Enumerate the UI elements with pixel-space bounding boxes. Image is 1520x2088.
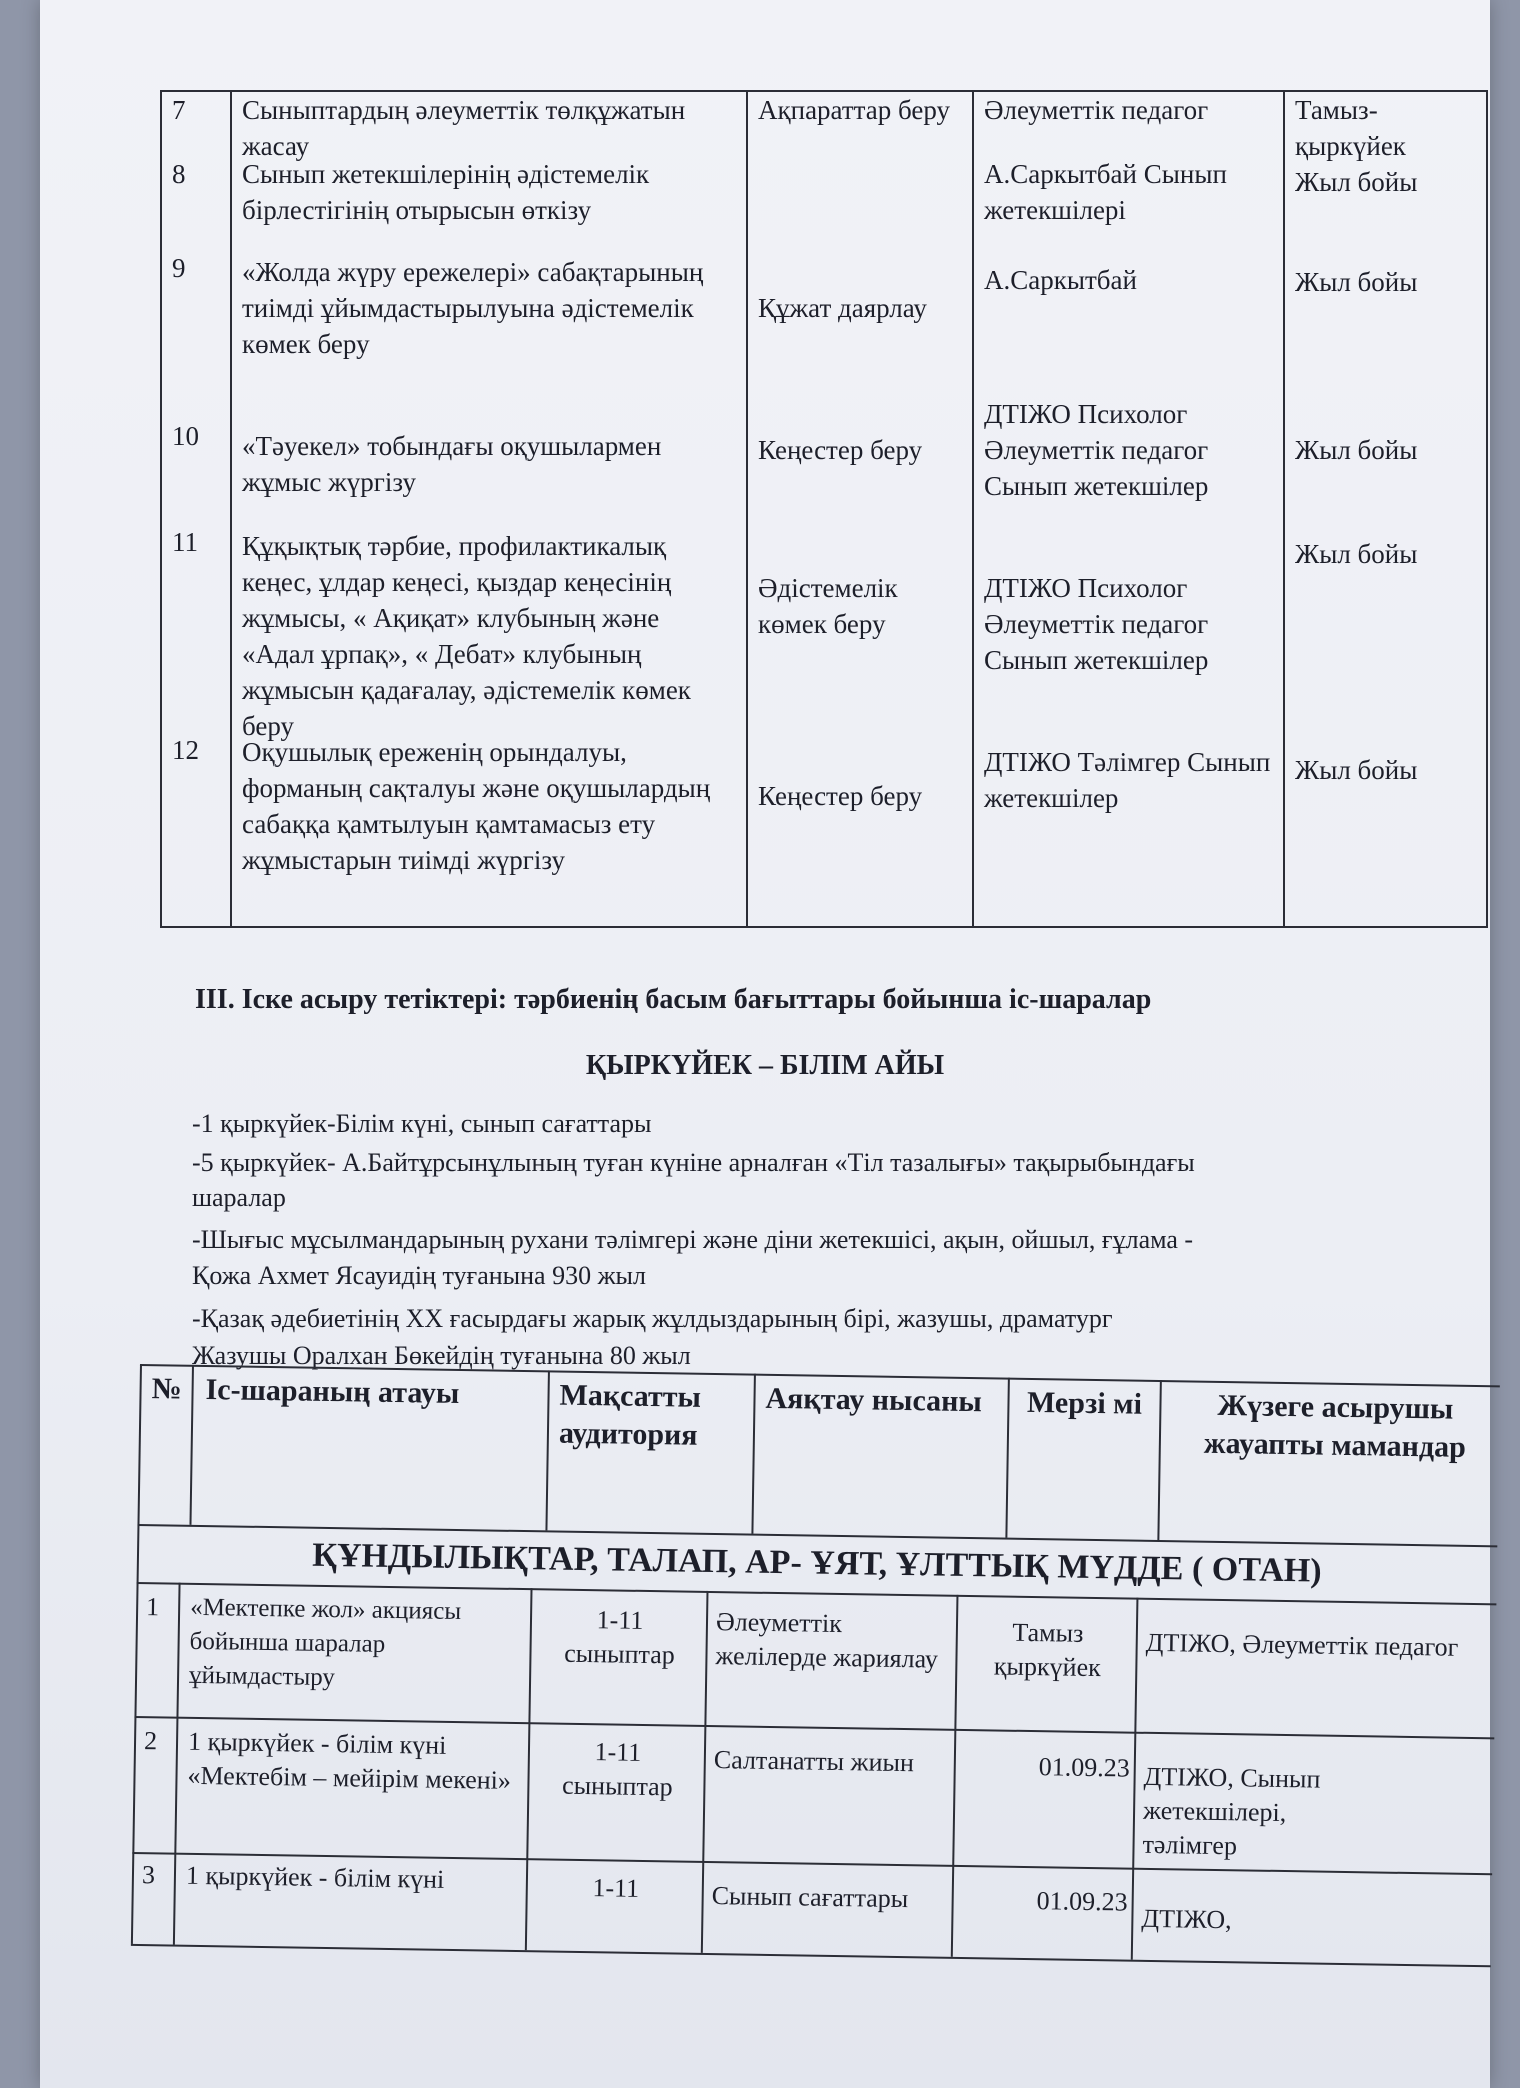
table-rule xyxy=(525,1588,533,1950)
table-rule xyxy=(751,1374,756,1534)
form-value: Ақпараттар беру xyxy=(758,95,951,125)
event-name: «Тәуекел» тобындағы оқушылармен жұмыс жүргізу xyxy=(242,431,662,497)
header-number: № xyxy=(151,1372,183,1406)
event-name: Оқушылық ереженің орындалуы, форманың сақталуы және оқушылардың сабаққа қамтылуын қамтамасыз ету жұмыстарын тиімді жүргізу xyxy=(242,737,711,875)
completion-form-value: Әлеуметтік желілерде жариялау xyxy=(715,1607,939,1674)
table-rule xyxy=(1005,1378,1010,1538)
row-number: 10 xyxy=(172,421,199,451)
term-value: Жыл бойы xyxy=(1295,167,1418,197)
document-page xyxy=(40,0,1490,2088)
column-form xyxy=(747,91,973,927)
responsible-value: ДТІЖО Тәлімгер Сынып жетекшілер xyxy=(984,747,1271,813)
event-line: -5 қыркүйек- А.Байтұрсынұлының туған күніне арналған «Тіл тазалығы» тақырыбындағы xyxy=(192,1148,1195,1177)
plan-table-continued xyxy=(160,90,1488,928)
table-rule xyxy=(131,1364,142,1944)
event-line: Қожа Ахмет Ясауидің туғанына 930 жыл xyxy=(192,1261,646,1290)
event-name: Құқықтық тәрбие, профилактикалық кеңес, ұлдар кеңесі, қыздар кеңесінің жұмысы, « Ақиқат» клубының және «Адал ұрпақ», « Дебат» клубының жұмысын қадағалау, әдістемелік көмек беру xyxy=(242,531,691,741)
column-number xyxy=(161,91,231,927)
event-line: -Қазақ әдебиетінің ХХ ғасырдағы жарық жұлдыздарының бірі, жазушы, драматург xyxy=(192,1304,1113,1333)
event-line: -1 қыркүйек-Білім күні, сынып сағаттары xyxy=(192,1109,652,1138)
event-name: «Жолда жүру ережелері» сабақтарының тиімді ұйымдастырылуына әдістемелік көмек беру xyxy=(242,257,704,359)
header-completion-form: Аяқтау нысаны xyxy=(765,1381,983,1419)
term-value: Тамыз қыркүйек xyxy=(993,1617,1101,1683)
responsible-value: ДТІЖО, xyxy=(1141,1903,1232,1935)
row-number: 9 xyxy=(172,253,186,283)
header-responsible: Жүзеге асырушы жауапты мамандар xyxy=(1203,1388,1467,1464)
event-name: 1 қыркүйек - білім күні xyxy=(185,1860,445,1894)
term-value: 01.09.23 xyxy=(1036,1886,1128,1917)
header-audience: Мақсатты аудитория xyxy=(558,1378,702,1452)
row-number: 1 xyxy=(145,1592,160,1622)
form-value: Әдістемелік көмек беру xyxy=(758,573,898,639)
table-rule xyxy=(545,1370,550,1530)
responsible-value: ДТІЖО Психолог Әлеуметтік педагог Сынып жетекшілер xyxy=(984,573,1209,675)
form-value: Құжат даярлау xyxy=(758,293,927,323)
responsible-value: ДТІЖО Психолог Әлеуметтік педагог Сынып жетекшілер xyxy=(984,399,1209,501)
term-value: Жыл бойы xyxy=(1295,539,1418,569)
event-line: шаралар xyxy=(192,1183,286,1212)
row-number: 3 xyxy=(141,1860,156,1890)
responsible-value: А.Саркытбай xyxy=(984,265,1137,295)
event-name: 1 қыркүйек - білім күні «Мектебім – мейірім мекені» xyxy=(187,1726,512,1795)
table-rule xyxy=(131,1944,1491,1967)
event-name: «Мектепке жол» акциясы бойынша шаралар ұйымдастыру xyxy=(188,1593,462,1692)
row-number: 7 xyxy=(172,95,186,125)
audience-value: 1-11 сыныптар xyxy=(561,1737,673,1802)
responsible-value: ДТІЖО, Әлеуметтік педагог xyxy=(1145,1627,1459,1662)
table-rule xyxy=(701,1591,709,1953)
column-responsible xyxy=(973,91,1284,927)
term-value: Жыл бойы xyxy=(1295,755,1418,785)
term-value: 01.09.23 xyxy=(1038,1752,1131,1783)
column-event xyxy=(231,91,747,927)
event-line: Жазушы Оралхан Бөкейдің туғанына 80 жыл xyxy=(192,1341,691,1370)
form-value: Кеңестер беру xyxy=(758,781,923,811)
responsible-value: А.Саркытбай Сынып жетекшілері xyxy=(984,159,1227,225)
audience-value: 1-11 сыныптар xyxy=(564,1605,675,1670)
term-value: Тамыз- қыркүйек xyxy=(1295,95,1406,161)
table-rule xyxy=(951,1595,959,1957)
table-rule xyxy=(1131,1598,1139,1960)
row-number: 12 xyxy=(172,735,199,765)
table-rule xyxy=(1157,1380,1162,1540)
september-events-table xyxy=(130,1364,1500,2005)
completion-form-value: Сынып сағаттары xyxy=(711,1881,909,1914)
event-name: Сынып жетекшілерінің әдістемелік бірлестігінің отырысын өткізу xyxy=(242,159,650,225)
table-rule xyxy=(173,1583,181,1945)
header-event-name: Іс-шараның атауы xyxy=(205,1373,460,1411)
row-number: 8 xyxy=(172,159,186,189)
term-value: Жыл бойы xyxy=(1295,435,1418,465)
responsible-value: Әлеуметтік педагог xyxy=(984,95,1209,125)
section-heading: III. Іске асыру тетіктері: тәрбиенің басым бағыттары бойынша іс-шаралар xyxy=(195,984,1152,1015)
column-term xyxy=(1284,91,1487,927)
category-heading: ҚҰНДЫЛЫҚТАР, ТАЛАП, АР- ҰЯТ, ҰЛТТЫҚ МҮДДЕ ( ОТАН) xyxy=(312,1536,1322,1590)
form-value: Кеңестер беру xyxy=(758,435,923,465)
audience-value: 1-11 xyxy=(592,1873,640,1903)
completion-form-value: Салтанатты жиын xyxy=(713,1745,915,1778)
event-name: Сыныптардың әлеуметтік төлқұжатын жасау xyxy=(242,95,686,161)
row-number: 11 xyxy=(172,527,198,557)
month-title: ҚЫРКҮЙЕК – БІЛІМ АЙЫ xyxy=(585,1050,945,1081)
responsible-value: ДТІЖО, Сынып жетекшілері, тәлімгер xyxy=(1142,1761,1321,1861)
event-line: -Шығыс мұсылмандарының рухани тәлімгері және діни жетекшісі, ақын, ойшыл, ғұлама - xyxy=(192,1225,1194,1254)
term-value: Жыл бойы xyxy=(1295,267,1418,297)
row-number: 2 xyxy=(143,1726,158,1756)
header-term: Мерзі мі xyxy=(1026,1385,1143,1421)
